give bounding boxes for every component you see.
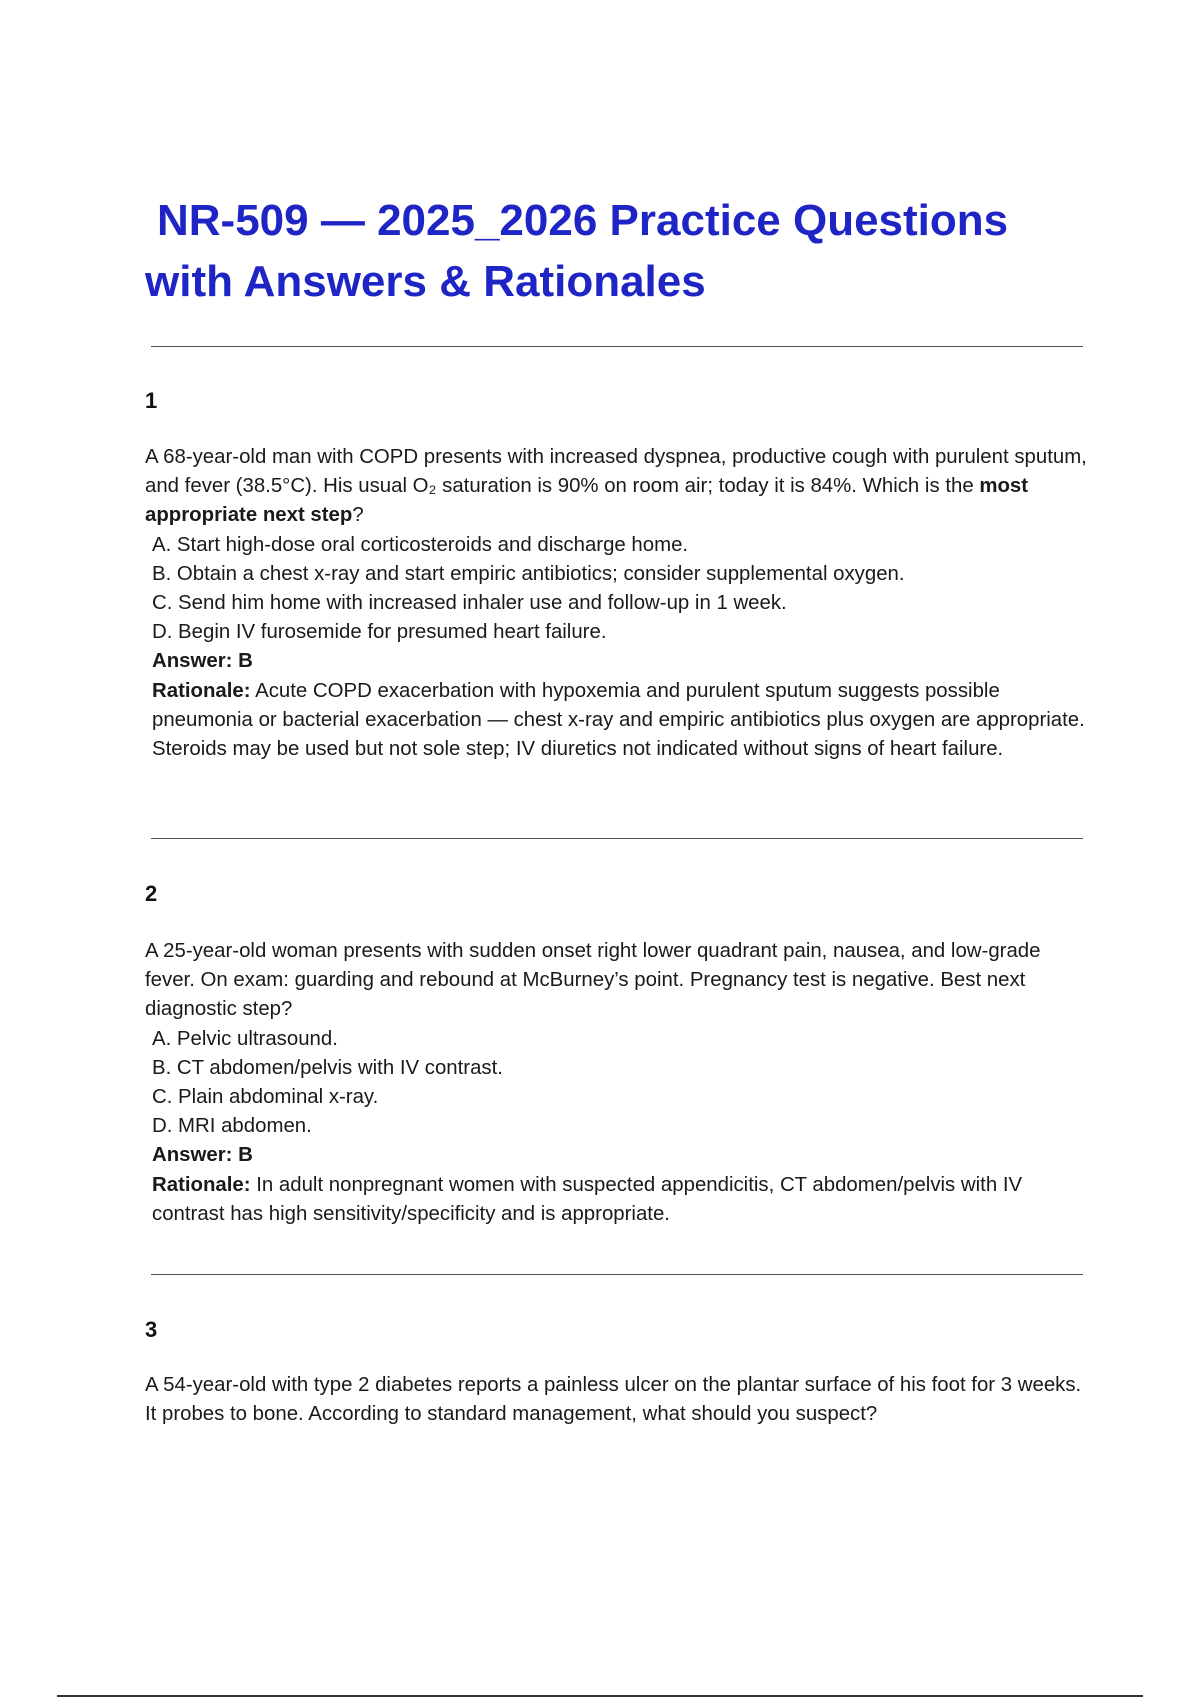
title-line-1: NR-509 — 2025_2026 Practice Questions bbox=[157, 196, 1009, 245]
section-divider bbox=[151, 838, 1083, 839]
section-divider bbox=[151, 1274, 1083, 1275]
question-3-block bbox=[145, 1371, 1095, 1429]
answer-option: D. MRI abdomen. bbox=[152, 1115, 312, 1138]
correct-answer: Answer: B bbox=[152, 650, 253, 673]
question-1-block bbox=[145, 443, 1095, 764]
answer-option: C. Plain abdominal x-ray. bbox=[152, 1086, 379, 1109]
question-stem: A 54-year-old with type 2 diabetes reports a painless ulcer on the plantar surface of his foot for 3 weeks. It probes to bone. According to standard management, what should you suspect? bbox=[145, 1374, 1082, 1426]
answer-option: B. Obtain a chest x-ray and start empiric antibiotics; consider supplemental oxygen. bbox=[152, 562, 905, 585]
rationale-text: Acute COPD exacerbation with hypoxemia and purulent sputum suggests possible pneumonia or bacterial exacerbation — chest x-ray and empiric antibiotics plus oxygen are appropriate. Steroids may be used but not sole step; IV diuretics not indicated without signs of heart failure. bbox=[152, 679, 1085, 761]
answer-option: C. Send him home with increased inhaler use and follow-up in 1 week. bbox=[152, 592, 787, 615]
question-stem: A 25-year-old woman presents with sudden onset right lower quadrant pain, nausea, and low-grade fever. On exam: guarding and rebound at McBurney’s point. Pregnancy test is negative. Best next diagnostic step? bbox=[145, 940, 1041, 1021]
page-bottom-rule bbox=[57, 1695, 1143, 1697]
answer-option: D. Begin IV furosemide for presumed heart failure. bbox=[152, 621, 607, 644]
question-number: 2 bbox=[145, 881, 158, 906]
rationale-text: In adult nonpregnant women with suspected appendicitis, CT abdomen/pelvis with IV contrast has high sensitivity/specificity and is appropriate. bbox=[152, 1173, 1023, 1225]
rationale-label: Rationale: bbox=[152, 679, 251, 702]
correct-answer: Answer: B bbox=[152, 1144, 253, 1167]
answer-option: B. CT abdomen/pelvis with IV contrast. bbox=[152, 1056, 503, 1079]
answer-option: A. Pelvic ultrasound. bbox=[152, 1027, 338, 1050]
section-divider bbox=[151, 346, 1083, 347]
title-line-2: with Answers & Rationales bbox=[145, 257, 706, 306]
question-stem bbox=[145, 443, 1095, 531]
rationale bbox=[145, 1171, 1095, 1229]
document-title bbox=[145, 190, 1085, 312]
stem-text: A 68-year-old man with COPD presents with increased dyspnea, productive cough with purulent sputum, and fever (38.5°C). His usual O₂ saturation is 90% on room air; today it is 84%. Which is the bbox=[145, 446, 1087, 498]
question-number: 1 bbox=[145, 388, 158, 413]
question-number: 3 bbox=[145, 1317, 158, 1342]
answer-option: A. Start high-dose oral corticosteroids and discharge home. bbox=[152, 533, 689, 556]
rationale-label: Rationale: bbox=[152, 1173, 251, 1196]
stem-emphasis: most appropriate next step bbox=[145, 475, 1029, 527]
stem-text-end: ? bbox=[352, 504, 364, 527]
rationale bbox=[145, 677, 1095, 765]
question-2-block bbox=[145, 937, 1095, 1229]
